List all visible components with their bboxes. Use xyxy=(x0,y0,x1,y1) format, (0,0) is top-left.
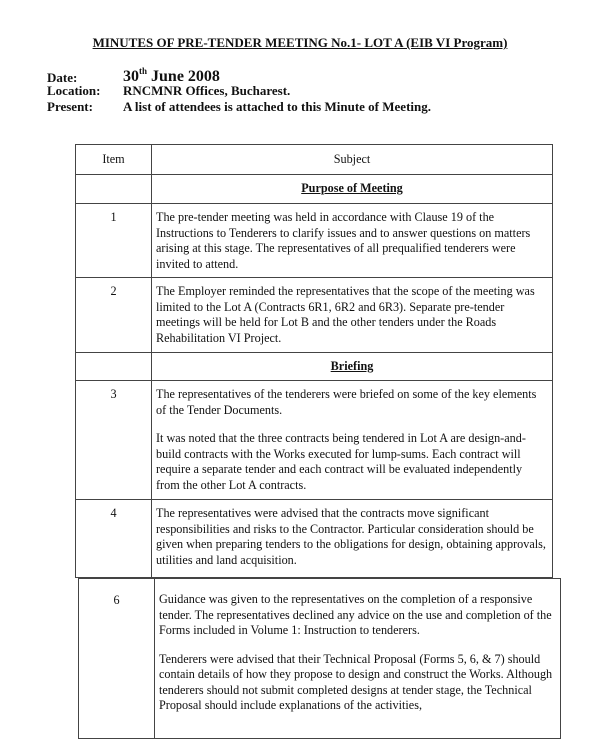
item-number: 3 xyxy=(76,381,152,500)
empty-cell xyxy=(76,353,152,381)
subject-cell xyxy=(152,500,553,578)
table-row xyxy=(76,500,553,578)
date-suffix: th xyxy=(139,66,148,76)
section-heading-briefing: Briefing xyxy=(152,353,553,381)
subject-paragraph: Tenderers were advised that their Technical Proposal (Forms 5, 6, & 7) should contain details of how they propose to design and construct the Works. Although tenderers should not submit completed designs at tender stage, the Technical Proposal should include explanations of the activities, xyxy=(159,651,553,712)
item-number: 6 xyxy=(79,579,155,739)
column-header-subject: Subject xyxy=(152,145,553,175)
item-number: 2 xyxy=(76,278,152,353)
table-row xyxy=(76,381,553,500)
subject-paragraph: The representatives of the tenderers were briefed on some of the key elements of the Tender Documents. xyxy=(156,387,537,417)
location-label: Location: xyxy=(47,83,101,98)
table-header-row xyxy=(76,145,553,175)
subject-paragraph: The Employer reminded the representatives that the scope of the meeting was limited to the Lot A (Contracts 6R1, 6R2 and 6R3). Separate pre-tender meetings will be held for Lot B and the other tenders under the Roads Rehabilitation VI Project. xyxy=(156,284,535,345)
minutes-table-continued xyxy=(78,578,561,739)
section-row-purpose xyxy=(76,175,553,204)
column-header-item: Item xyxy=(76,145,152,175)
minutes-table xyxy=(75,144,553,578)
date-rest: June 2008 xyxy=(147,68,220,85)
location-value: RNCMNR Offices, Bucharest. xyxy=(123,83,291,98)
item-number: 1 xyxy=(76,204,152,278)
table-row xyxy=(76,204,553,278)
subject-paragraph: The pre-tender meeting was held in accordance with Clause 19 of the Instructions to Tenderers to clarify issues and to answer questions on matters arising at this stage. The representatives of all prequalified tenderers were invited to attend. xyxy=(156,210,531,271)
table-row xyxy=(76,278,553,353)
section-heading-purpose: Purpose of Meeting xyxy=(152,175,553,204)
subject-cell xyxy=(152,204,553,278)
item-number: 4 xyxy=(76,500,152,578)
subject-cell xyxy=(152,278,553,353)
subject-paragraph: It was noted that the three contracts being tendered in Lot A are design-and-build contracts with the Works executed for lump-sums. Each contract will require a separate tender and each contract will be evaluated independently from the other Lot A contracts. xyxy=(156,431,526,492)
subject-paragraph: The representatives were advised that the contracts move significant responsibilities and risks to the Contractor. Particular consideration should be given when preparing tenders to the obligations for design, obtaining approvals, utilities and land acquisition. xyxy=(156,506,546,567)
section-row-briefing xyxy=(76,353,553,381)
date-day: 30 xyxy=(123,68,139,85)
subject-cell xyxy=(155,579,561,739)
date-label: Date: xyxy=(47,70,78,85)
subject-paragraph: Guidance was given to the representatives on the completion of a responsive tender. The representatives declined any advice on the use and completion of the Forms included in Volume 1: Instruction to tenderers. xyxy=(159,592,552,637)
table-row xyxy=(79,579,561,739)
empty-cell xyxy=(76,175,152,204)
present-label: Present: xyxy=(47,99,93,114)
present-value: A list of attendees is attached to this Minute of Meeting. xyxy=(123,99,431,114)
subject-cell xyxy=(152,381,553,500)
document-title: MINUTES OF PRE-TENDER MEETING No.1- LOT A (EIB VI Program) xyxy=(92,35,508,50)
